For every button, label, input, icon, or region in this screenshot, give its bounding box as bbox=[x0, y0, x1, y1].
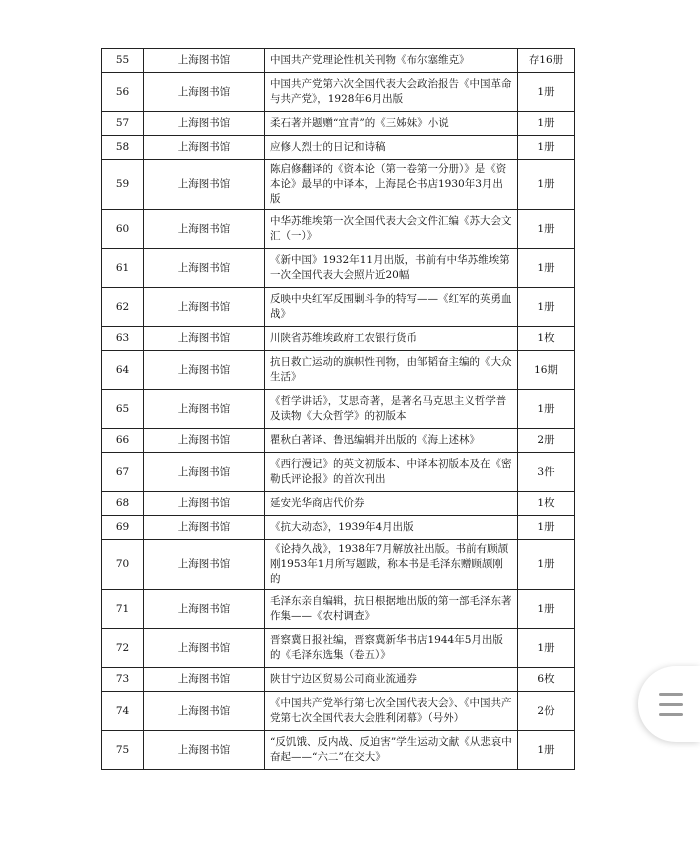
description-cell: 应修人烈士的日记和诗稿 bbox=[265, 136, 518, 160]
quantity-cell: 1枚 bbox=[518, 492, 575, 516]
library-cell: 上海图书馆 bbox=[144, 492, 265, 516]
library-cell: 上海图书馆 bbox=[144, 136, 265, 160]
row-number: 60 bbox=[102, 210, 144, 249]
description-cell: 陕甘宁边区贸易公司商业流通券 bbox=[265, 668, 518, 692]
quantity-cell: 1册 bbox=[518, 210, 575, 249]
table-row bbox=[102, 136, 575, 160]
table-row bbox=[102, 516, 575, 540]
row-number: 69 bbox=[102, 516, 144, 540]
row-number: 74 bbox=[102, 692, 144, 731]
row-number: 57 bbox=[102, 112, 144, 136]
quantity-cell: 1册 bbox=[518, 136, 575, 160]
row-number: 75 bbox=[102, 731, 144, 770]
quantity-cell: 2册 bbox=[518, 429, 575, 453]
library-cell: 上海图书馆 bbox=[144, 49, 265, 73]
library-cell: 上海图书馆 bbox=[144, 668, 265, 692]
quantity-cell: 1枚 bbox=[518, 327, 575, 351]
quantity-cell: 存16册 bbox=[518, 49, 575, 73]
library-cell: 上海图书馆 bbox=[144, 327, 265, 351]
library-cell: 上海图书馆 bbox=[144, 112, 265, 136]
row-number: 72 bbox=[102, 629, 144, 668]
table-row bbox=[102, 492, 575, 516]
table-row bbox=[102, 288, 575, 327]
row-number: 63 bbox=[102, 327, 144, 351]
description-cell: 《抗大动态》，1939年4月出版 bbox=[265, 516, 518, 540]
table-row bbox=[102, 249, 575, 288]
table-row bbox=[102, 210, 575, 249]
library-cell: 上海图书馆 bbox=[144, 429, 265, 453]
description-cell: 《哲学讲话》，艾思奇著，是著名马克思主义哲学普及读物《大众哲学》的初版本 bbox=[265, 390, 518, 429]
row-number: 61 bbox=[102, 249, 144, 288]
library-cell: 上海图书馆 bbox=[144, 73, 265, 112]
quantity-cell: 1册 bbox=[518, 540, 575, 590]
quantity-cell: 1册 bbox=[518, 160, 575, 210]
row-number: 70 bbox=[102, 540, 144, 590]
description-cell: 《论持久战》，1938年7月解放社出版。书前有顾颉刚1953年1月所写题跋，称本书是毛泽东赠顾颉刚的 bbox=[265, 540, 518, 590]
table-row bbox=[102, 429, 575, 453]
table-row bbox=[102, 112, 575, 136]
table-body bbox=[102, 49, 575, 770]
table-row bbox=[102, 49, 575, 73]
row-number: 59 bbox=[102, 160, 144, 210]
table-row bbox=[102, 668, 575, 692]
quantity-cell: 1册 bbox=[518, 516, 575, 540]
table-row bbox=[102, 73, 575, 112]
table-row bbox=[102, 453, 575, 492]
table-row bbox=[102, 390, 575, 429]
description-cell: 陈启修翻译的《资本论（第一卷第一分册）》是《资本论》最早的中译本，上海昆仑书店1930年3月出版 bbox=[265, 160, 518, 210]
quantity-cell: 1册 bbox=[518, 390, 575, 429]
table-row bbox=[102, 327, 575, 351]
row-number: 55 bbox=[102, 49, 144, 73]
description-cell: “反饥饿、反内战、反迫害”学生运动文献《从悲哀中奋起——“六二”在交大》 bbox=[265, 731, 518, 770]
description-cell: 毛泽东亲自编辑，抗日根据地出版的第一部毛泽东著作集——《农村调查》 bbox=[265, 590, 518, 629]
library-cell: 上海图书馆 bbox=[144, 351, 265, 390]
description-cell: 柔石著并题赠“宜青”的《三姊妹》小说 bbox=[265, 112, 518, 136]
quantity-cell: 1册 bbox=[518, 288, 575, 327]
table-row bbox=[102, 731, 575, 770]
quantity-cell: 1册 bbox=[518, 112, 575, 136]
library-cell: 上海图书馆 bbox=[144, 210, 265, 249]
description-cell: 川陕省苏维埃政府工农银行货币 bbox=[265, 327, 518, 351]
library-cell: 上海图书馆 bbox=[144, 288, 265, 327]
row-number: 71 bbox=[102, 590, 144, 629]
row-number: 65 bbox=[102, 390, 144, 429]
library-cell: 上海图书馆 bbox=[144, 160, 265, 210]
quantity-cell: 1册 bbox=[518, 249, 575, 288]
library-cell: 上海图书馆 bbox=[144, 540, 265, 590]
description-cell: 中国共产党理论性机关刊物《布尔塞维克》 bbox=[265, 49, 518, 73]
quantity-cell: 1册 bbox=[518, 731, 575, 770]
library-cell: 上海图书馆 bbox=[144, 249, 265, 288]
library-cell: 上海图书馆 bbox=[144, 453, 265, 492]
description-cell: 抗日救亡运动的旗帜性刊物，由邹韬奋主编的《大众生活》 bbox=[265, 351, 518, 390]
floating-menu-button[interactable] bbox=[638, 666, 700, 742]
row-number: 56 bbox=[102, 73, 144, 112]
row-number: 67 bbox=[102, 453, 144, 492]
row-number: 73 bbox=[102, 668, 144, 692]
row-number: 62 bbox=[102, 288, 144, 327]
table-row bbox=[102, 160, 575, 210]
description-cell: 中华苏维埃第一次全国代表大会文件汇编《苏大会文汇（一）》 bbox=[265, 210, 518, 249]
description-cell: 瞿秋白著译、鲁迅编辑并出版的《海上述林》 bbox=[265, 429, 518, 453]
description-cell: 延安光华商店代价券 bbox=[265, 492, 518, 516]
library-cell: 上海图书馆 bbox=[144, 516, 265, 540]
row-number: 66 bbox=[102, 429, 144, 453]
description-cell: 《新中国》1932年11月出版，书前有中华苏维埃第一次全国代表大会照片近20幅 bbox=[265, 249, 518, 288]
quantity-cell: 1册 bbox=[518, 629, 575, 668]
table-row bbox=[102, 692, 575, 731]
description-cell: 《西行漫记》的英文初版本、中译本初版本及在《密勒氏评论报》的首次刊出 bbox=[265, 453, 518, 492]
table-row bbox=[102, 590, 575, 629]
description-cell: 《中国共产党举行第七次全国代表大会》、《中国共产党第七次全国代表大会胜利闭幕》（号外） bbox=[265, 692, 518, 731]
quantity-cell: 1册 bbox=[518, 590, 575, 629]
collection-table bbox=[101, 48, 575, 770]
library-cell: 上海图书馆 bbox=[144, 731, 265, 770]
description-cell: 反映中央红军反围剿斗争的特写——《红军的英勇血战》 bbox=[265, 288, 518, 327]
table-row bbox=[102, 629, 575, 668]
quantity-cell: 3件 bbox=[518, 453, 575, 492]
table-row bbox=[102, 540, 575, 590]
library-cell: 上海图书馆 bbox=[144, 692, 265, 731]
description-cell: 晋察冀日报社编，晋察冀新华书店1944年5月出版的《毛泽东选集（卷五）》 bbox=[265, 629, 518, 668]
quantity-cell: 1册 bbox=[518, 73, 575, 112]
row-number: 64 bbox=[102, 351, 144, 390]
quantity-cell: 16期 bbox=[518, 351, 575, 390]
library-cell: 上海图书馆 bbox=[144, 590, 265, 629]
table-row bbox=[102, 351, 575, 390]
description-cell: 中国共产党第六次全国代表大会政治报告《中国革命与共产党》，1928年6月出版 bbox=[265, 73, 518, 112]
menu-icon bbox=[659, 693, 683, 716]
library-cell: 上海图书馆 bbox=[144, 629, 265, 668]
quantity-cell: 2份 bbox=[518, 692, 575, 731]
library-cell: 上海图书馆 bbox=[144, 390, 265, 429]
row-number: 68 bbox=[102, 492, 144, 516]
row-number: 58 bbox=[102, 136, 144, 160]
quantity-cell: 6枚 bbox=[518, 668, 575, 692]
